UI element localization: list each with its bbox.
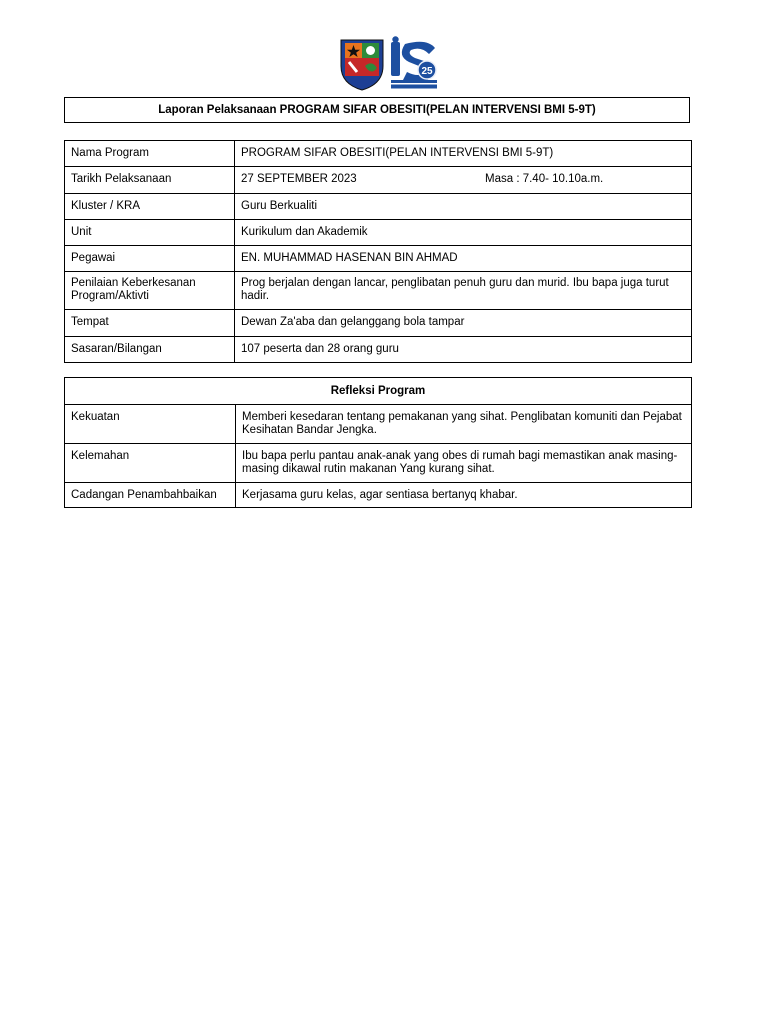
table-row	[65, 193, 692, 219]
date-time-cell	[235, 167, 692, 193]
row-value: Kerjasama guru kelas, agar sentiasa bertanyq khabar.	[236, 483, 692, 508]
reflection-table	[64, 377, 692, 508]
row-label: Kelemahan	[65, 444, 236, 483]
row-value: Prog berjalan dengan lancar, penglibatan penuh guru dan murid. Ibu bapa juga turut hadir.	[235, 272, 692, 310]
table-row	[65, 141, 692, 167]
row-label: Tempat	[65, 310, 235, 336]
row-label: Tarikh Pelaksanaan	[65, 167, 235, 193]
program-info-table	[64, 140, 692, 363]
row-label: Kekuatan	[65, 405, 236, 444]
table-row	[65, 483, 692, 508]
row-value: Kurikulum dan Akademik	[235, 219, 692, 245]
row-label: Kluster / KRA	[65, 193, 235, 219]
table-row	[65, 167, 692, 193]
table-row	[65, 246, 692, 272]
reflection-header-row	[65, 378, 692, 405]
logos-graphic	[339, 36, 439, 92]
row-value: 107 peserta dan 28 orang guru	[235, 336, 692, 362]
row-value: Memberi kesedaran tentang pemakanan yang sihat. Penglibatan komuniti dan Pejabat Kesihatan Bandar Jengka.	[236, 405, 692, 444]
row-label: Pegawai	[65, 246, 235, 272]
table-row	[65, 444, 692, 483]
row-label: Nama Program	[65, 141, 235, 167]
row-value: PROGRAM SIFAR OBESITI(PELAN INTERVENSI BMI 5-9T)	[235, 141, 692, 167]
table-row	[65, 405, 692, 444]
report-title: Laporan Pelaksanaan PROGRAM SIFAR OBESITI(PELAN INTERVENSI BMI 5-9T)	[64, 97, 690, 123]
row-value: EN. MUHAMMAD HASENAN BIN AHMAD	[235, 246, 692, 272]
table-row	[65, 336, 692, 362]
school-crest-logo	[341, 40, 383, 90]
table-row	[65, 219, 692, 245]
reflection-header: Refleksi Program	[65, 378, 692, 405]
table-row	[65, 310, 692, 336]
row-label: Sasaran/Bilangan	[65, 336, 235, 362]
table-row	[65, 272, 692, 310]
row-label: Cadangan Penambahbaikan	[65, 483, 236, 508]
row-value: Guru Berkualiti	[235, 193, 692, 219]
row-label: Unit	[65, 219, 235, 245]
is-25-anniversary-logo	[391, 36, 437, 88]
svg-text:25: 25	[421, 66, 433, 77]
row-label: Penilaian Keberkesanan Program/Aktivti	[65, 272, 235, 310]
header-logos	[339, 36, 439, 92]
row-value: Ibu bapa perlu pantau anak-anak yang obes di rumah bagi memastikan anak masing-masing dikawal rutin makanan Yang kurang sihat.	[236, 444, 692, 483]
time-value: Masa : 7.40- 10.10a.m.	[485, 173, 604, 186]
date-value: 27 SEPTEMBER 2023	[241, 173, 357, 186]
row-value: Dewan Za'aba dan gelanggang bola tampar	[235, 310, 692, 336]
